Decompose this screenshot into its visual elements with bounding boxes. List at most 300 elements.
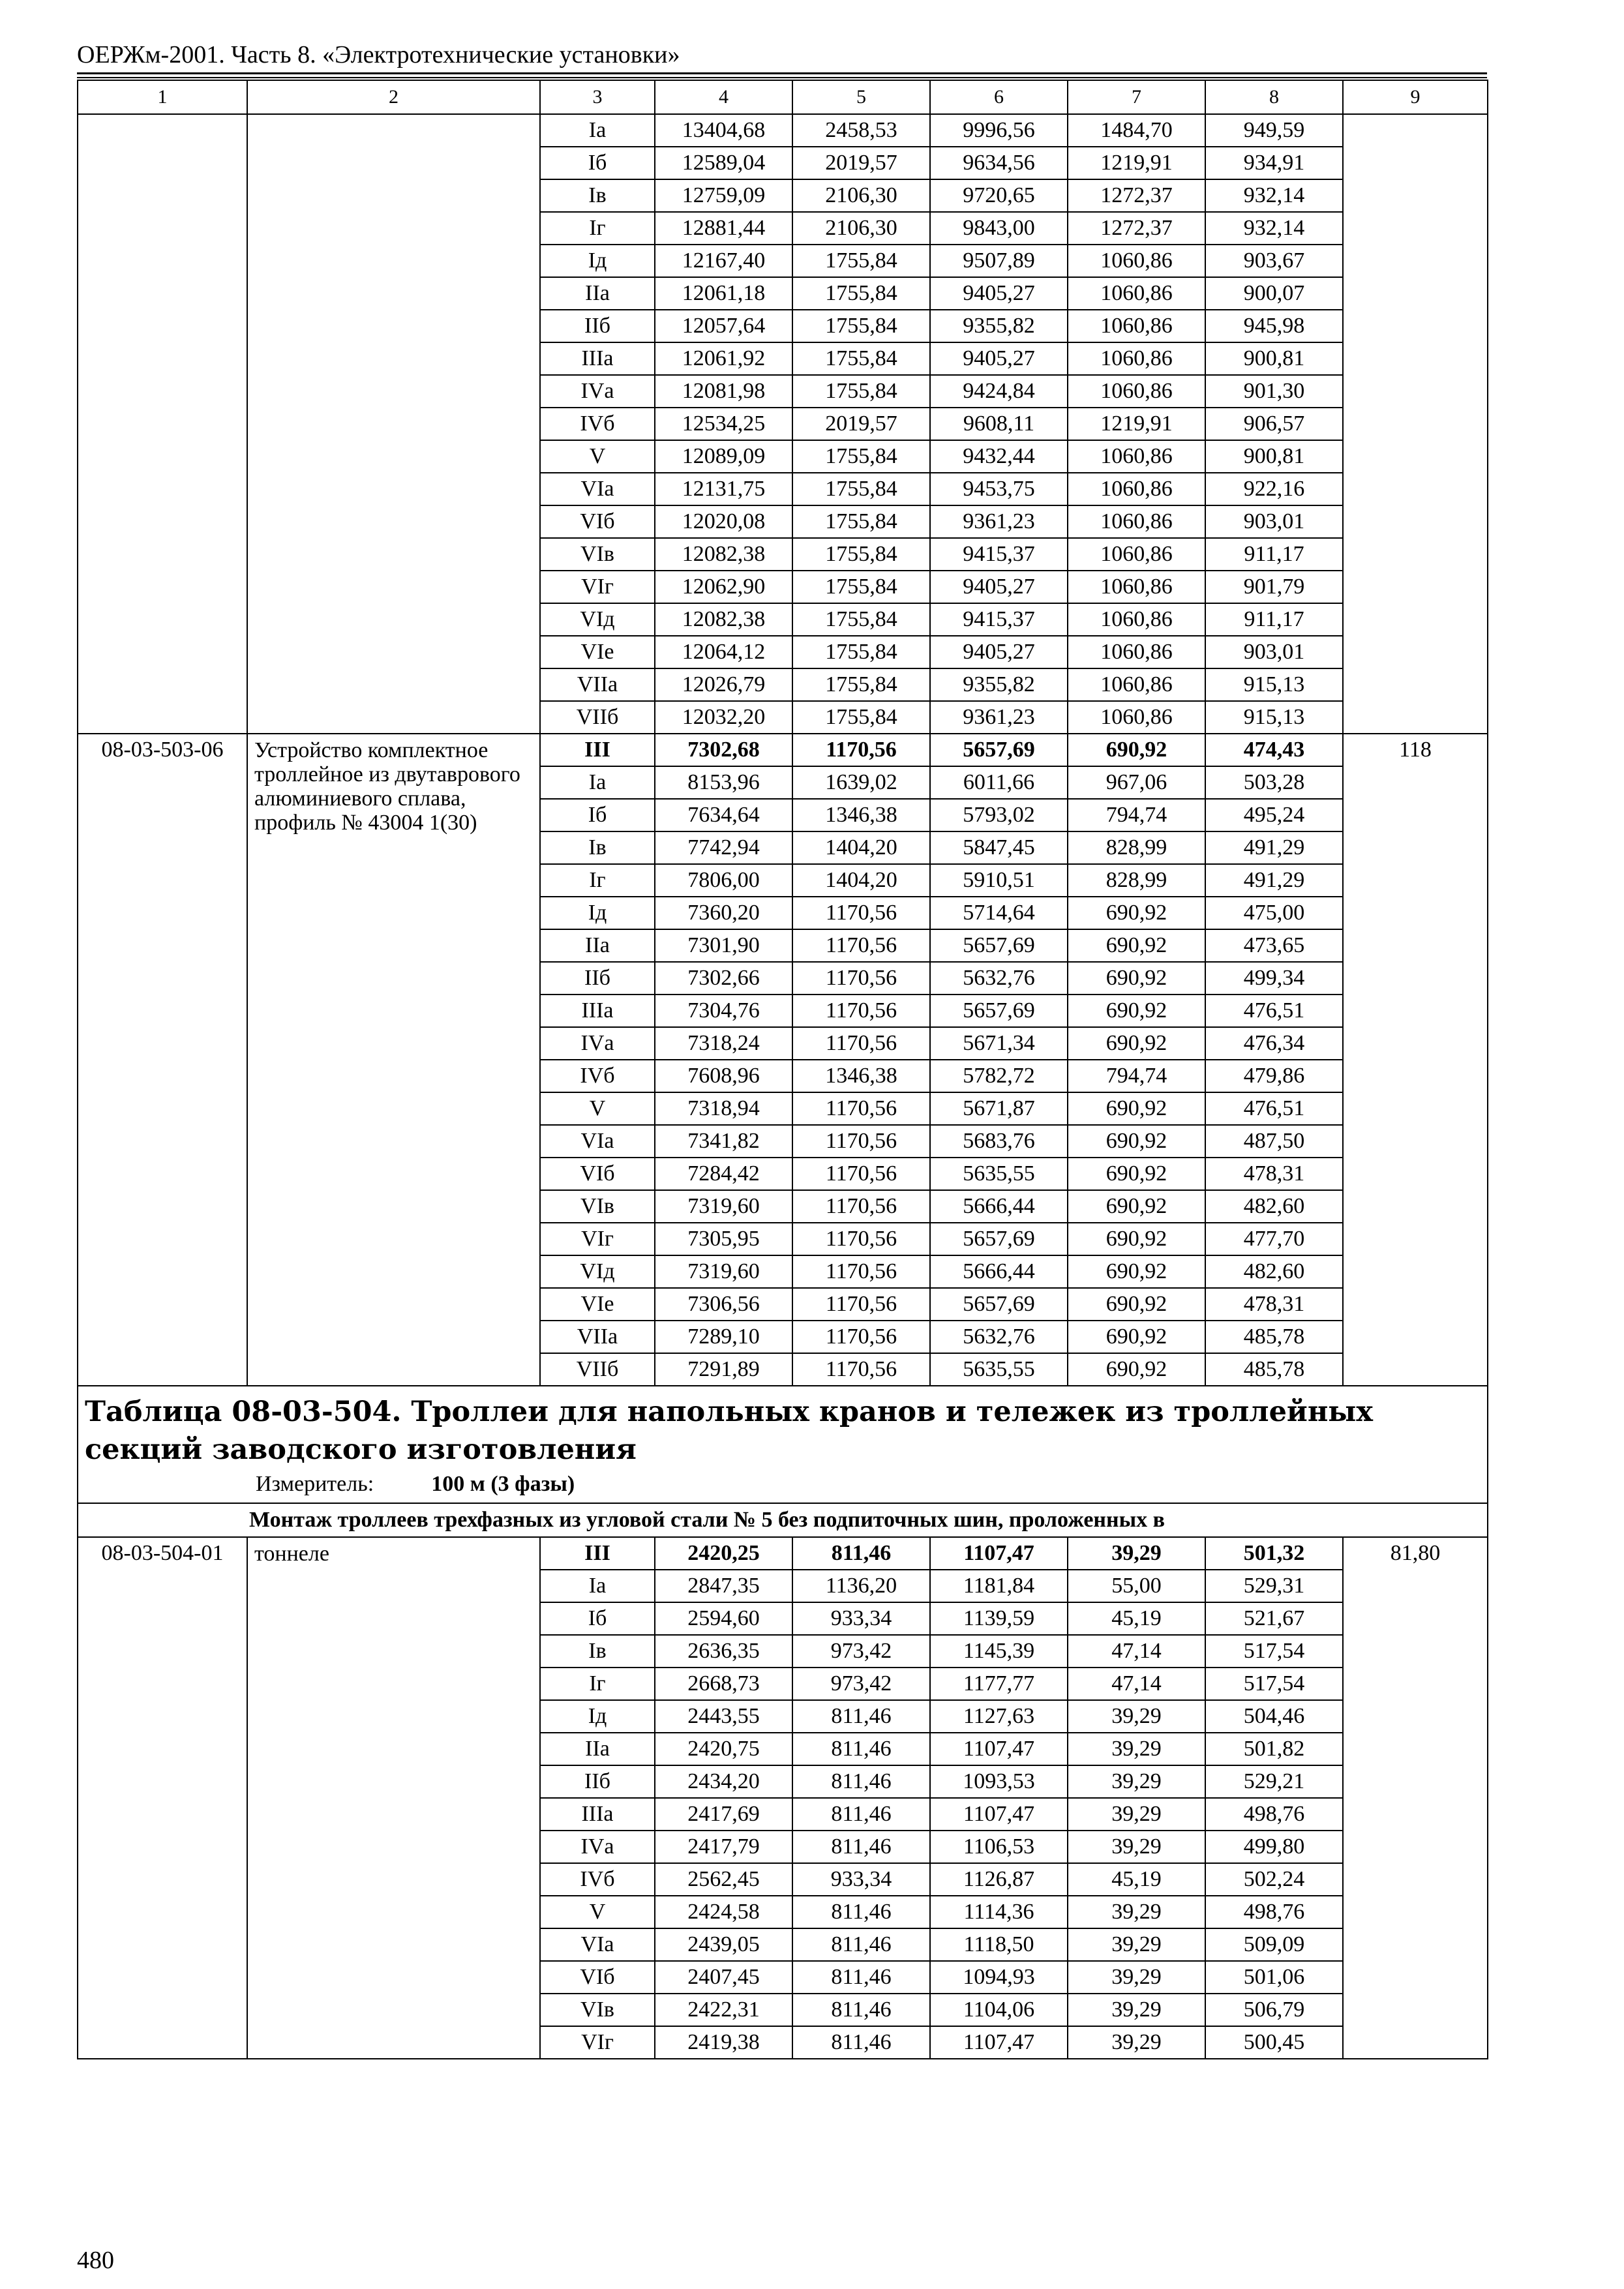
value-cell: 12082,38 — [655, 538, 792, 571]
value-cell: 12759,09 — [655, 179, 792, 212]
value-cell: 7302,66 — [655, 962, 792, 995]
value-cell: 1060,86 — [1068, 473, 1205, 505]
value-cell: 500,45 — [1205, 2026, 1343, 2059]
value-cell: 1170,56 — [792, 1158, 930, 1190]
value-cell: 7634,64 — [655, 799, 792, 831]
value-cell: 39,29 — [1068, 1928, 1205, 1961]
value-cell: 5657,69 — [930, 734, 1068, 766]
value-cell: 495,24 — [1205, 799, 1343, 831]
item-col9: 118 — [1343, 734, 1488, 1386]
value-cell: 509,09 — [1205, 1928, 1343, 1961]
column-header: 3 — [540, 80, 655, 114]
value-cell: 1106,53 — [930, 1831, 1068, 1863]
value-cell: 499,34 — [1205, 962, 1343, 995]
value-cell: 690,92 — [1068, 1223, 1205, 1255]
value-cell: 903,01 — [1205, 636, 1343, 668]
value-cell: 478,31 — [1205, 1288, 1343, 1321]
zone-cell: V — [540, 1092, 655, 1125]
value-cell: 5793,02 — [930, 799, 1068, 831]
value-cell: 811,46 — [792, 1896, 930, 1928]
value-cell: 491,29 — [1205, 831, 1343, 864]
value-cell: 903,01 — [1205, 505, 1343, 538]
value-cell: 1170,56 — [792, 734, 930, 766]
zone-cell: Iг — [540, 212, 655, 245]
measure-line — [85, 1470, 1481, 1499]
value-cell: 1060,86 — [1068, 342, 1205, 375]
zone-cell: VIIб — [540, 701, 655, 734]
value-cell: 1139,59 — [930, 1602, 1068, 1635]
value-cell: 5683,76 — [930, 1125, 1068, 1158]
value-cell: 1755,84 — [792, 440, 930, 473]
value-cell: 9405,27 — [930, 571, 1068, 603]
value-cell: 1272,37 — [1068, 212, 1205, 245]
value-cell: 1181,84 — [930, 1570, 1068, 1602]
zone-cell: IIа — [540, 1733, 655, 1765]
value-cell: 2420,75 — [655, 1733, 792, 1765]
value-cell: 7302,68 — [655, 734, 792, 766]
value-cell: 1404,20 — [792, 831, 930, 864]
zone-cell: VIе — [540, 636, 655, 668]
value-cell: 903,67 — [1205, 245, 1343, 277]
zone-cell: VIа — [540, 1125, 655, 1158]
value-cell: 9361,23 — [930, 505, 1068, 538]
value-cell: 901,30 — [1205, 375, 1343, 408]
value-cell: 967,06 — [1068, 766, 1205, 799]
value-cell: 6011,66 — [930, 766, 1068, 799]
value-cell: 9720,65 — [930, 179, 1068, 212]
zone-cell: Iв — [540, 1635, 655, 1668]
value-cell: 1060,86 — [1068, 668, 1205, 701]
zone-cell: Iа — [540, 766, 655, 799]
value-cell: 2420,25 — [655, 1537, 792, 1570]
value-cell: 906,57 — [1205, 408, 1343, 440]
value-cell: 1104,06 — [930, 1994, 1068, 2026]
value-cell: 1755,84 — [792, 538, 930, 571]
value-cell: 45,19 — [1068, 1602, 1205, 1635]
value-cell: 2422,31 — [655, 1994, 792, 2026]
zone-cell: IIIа — [540, 995, 655, 1027]
value-cell: 932,14 — [1205, 179, 1343, 212]
value-cell: 498,76 — [1205, 1798, 1343, 1831]
zone-cell: VIд — [540, 1255, 655, 1288]
value-cell: 7304,76 — [655, 995, 792, 1027]
value-cell: 2562,45 — [655, 1863, 792, 1896]
value-cell: 2636,35 — [655, 1635, 792, 1668]
value-cell: 1060,86 — [1068, 538, 1205, 571]
value-cell: 9415,37 — [930, 603, 1068, 636]
value-cell: 1755,84 — [792, 245, 930, 277]
value-cell: 934,91 — [1205, 147, 1343, 179]
zone-cell: VIг — [540, 571, 655, 603]
zone-cell: VIIб — [540, 1353, 655, 1386]
value-cell: 5910,51 — [930, 864, 1068, 897]
value-cell: 7289,10 — [655, 1321, 792, 1353]
value-cell: 690,92 — [1068, 1288, 1205, 1321]
value-cell: 1060,86 — [1068, 505, 1205, 538]
value-cell: 5657,69 — [930, 929, 1068, 962]
value-cell: 5671,34 — [930, 1027, 1068, 1060]
value-cell: 478,31 — [1205, 1158, 1343, 1190]
value-cell: 39,29 — [1068, 1896, 1205, 1928]
column-header: 9 — [1343, 80, 1488, 114]
value-cell: 12081,98 — [655, 375, 792, 408]
value-cell: 1170,56 — [792, 1255, 930, 1288]
zone-cell: IIб — [540, 310, 655, 342]
zone-cell: IIб — [540, 962, 655, 995]
value-cell: 2594,60 — [655, 1602, 792, 1635]
measure-label: Измеритель: — [256, 1472, 374, 1496]
value-cell: 911,17 — [1205, 538, 1343, 571]
zone-cell: IIа — [540, 277, 655, 310]
value-cell: 9415,37 — [930, 538, 1068, 571]
table-title-row — [78, 1386, 1488, 1503]
value-cell: 2417,69 — [655, 1798, 792, 1831]
value-cell: 501,06 — [1205, 1961, 1343, 1994]
value-cell: 811,46 — [792, 1928, 930, 1961]
value-cell: 690,92 — [1068, 995, 1205, 1027]
column-header: 4 — [655, 80, 792, 114]
value-cell: 7742,94 — [655, 831, 792, 864]
value-cell: 5657,69 — [930, 1223, 1068, 1255]
zone-cell: Iд — [540, 1700, 655, 1733]
value-cell: 498,76 — [1205, 1896, 1343, 1928]
value-cell: 12089,09 — [655, 440, 792, 473]
zone-cell: VIв — [540, 538, 655, 571]
value-cell: 1755,84 — [792, 505, 930, 538]
value-cell: 1060,86 — [1068, 277, 1205, 310]
zone-cell: IIа — [540, 929, 655, 962]
item-col9 — [1343, 114, 1488, 734]
value-cell: 5782,72 — [930, 1060, 1068, 1092]
value-cell: 7319,60 — [655, 1190, 792, 1223]
value-cell: 690,92 — [1068, 1092, 1205, 1125]
value-cell: 973,42 — [792, 1668, 930, 1700]
value-cell: 5714,64 — [930, 897, 1068, 929]
value-cell: 1107,47 — [930, 1798, 1068, 1831]
value-cell: 485,78 — [1205, 1321, 1343, 1353]
value-cell: 1219,91 — [1068, 408, 1205, 440]
zone-cell: V — [540, 1896, 655, 1928]
value-cell: 1107,47 — [930, 1733, 1068, 1765]
table-title-cell — [78, 1386, 1488, 1503]
zone-cell: Iг — [540, 1668, 655, 1700]
value-cell: 476,34 — [1205, 1027, 1343, 1060]
value-cell: 1346,38 — [792, 1060, 930, 1092]
value-cell: 7806,00 — [655, 864, 792, 897]
value-cell: 811,46 — [792, 1831, 930, 1863]
value-cell: 9608,11 — [930, 408, 1068, 440]
value-cell: 1118,50 — [930, 1928, 1068, 1961]
value-cell: 39,29 — [1068, 1733, 1205, 1765]
value-cell: 1755,84 — [792, 473, 930, 505]
value-cell: 1060,86 — [1068, 571, 1205, 603]
zone-cell: VIе — [540, 1288, 655, 1321]
value-cell: 39,29 — [1068, 2026, 1205, 2059]
value-cell: 2847,35 — [655, 1570, 792, 1602]
value-cell: 9355,82 — [930, 668, 1068, 701]
value-cell: 690,92 — [1068, 962, 1205, 995]
zone-cell: VIб — [540, 505, 655, 538]
value-cell: 1170,56 — [792, 1288, 930, 1321]
value-cell: 13404,68 — [655, 114, 792, 147]
value-cell: 915,13 — [1205, 668, 1343, 701]
value-cell: 794,74 — [1068, 799, 1205, 831]
value-cell: 9405,27 — [930, 277, 1068, 310]
item-code: 08-03-503-06 — [78, 734, 247, 1386]
value-cell: 12057,64 — [655, 310, 792, 342]
value-cell: 900,81 — [1205, 440, 1343, 473]
value-cell: 39,29 — [1068, 1798, 1205, 1831]
item-code: 08-03-504-01 — [78, 1537, 247, 2059]
value-cell: 2439,05 — [655, 1928, 792, 1961]
value-cell: 476,51 — [1205, 995, 1343, 1027]
zone-cell: IIб — [540, 1765, 655, 1798]
zone-cell: VIб — [540, 1158, 655, 1190]
zone-cell: Iд — [540, 245, 655, 277]
value-cell: 501,32 — [1205, 1537, 1343, 1570]
value-cell: 55,00 — [1068, 1570, 1205, 1602]
value-cell: 2106,30 — [792, 179, 930, 212]
value-cell: 7284,42 — [655, 1158, 792, 1190]
zone-cell: VIв — [540, 1994, 655, 2026]
value-cell: 1060,86 — [1068, 375, 1205, 408]
zone-cell: IVа — [540, 1831, 655, 1863]
value-cell: 690,92 — [1068, 734, 1205, 766]
zone-cell: IVб — [540, 408, 655, 440]
value-cell: 1060,86 — [1068, 310, 1205, 342]
value-cell: 12534,25 — [655, 408, 792, 440]
zone-cell: VIг — [540, 2026, 655, 2059]
header-rule-thin — [77, 77, 1487, 78]
zone-cell: Iв — [540, 179, 655, 212]
value-cell: 2417,79 — [655, 1831, 792, 1863]
value-cell: 7319,60 — [655, 1255, 792, 1288]
value-cell: 503,28 — [1205, 766, 1343, 799]
value-cell: 1755,84 — [792, 636, 930, 668]
value-cell: 2407,45 — [655, 1961, 792, 1994]
value-cell: 690,92 — [1068, 929, 1205, 962]
value-cell: 5657,69 — [930, 995, 1068, 1027]
value-cell: 1170,56 — [792, 1125, 930, 1158]
value-cell: 1145,39 — [930, 1635, 1068, 1668]
zone-cell: VIа — [540, 473, 655, 505]
value-cell: 1170,56 — [792, 962, 930, 995]
value-cell: 1272,37 — [1068, 179, 1205, 212]
zone-cell: VIд — [540, 603, 655, 636]
value-cell: 9996,56 — [930, 114, 1068, 147]
value-cell: 932,14 — [1205, 212, 1343, 245]
value-cell: 5635,55 — [930, 1158, 1068, 1190]
value-cell: 9634,56 — [930, 147, 1068, 179]
value-cell: 1114,36 — [930, 1896, 1068, 1928]
value-cell: 2668,73 — [655, 1668, 792, 1700]
value-cell: 1170,56 — [792, 1321, 930, 1353]
zone-cell: Iв — [540, 831, 655, 864]
value-cell: 1755,84 — [792, 701, 930, 734]
value-cell: 529,31 — [1205, 1570, 1343, 1602]
value-cell: 39,29 — [1068, 1765, 1205, 1798]
zone-cell: IVб — [540, 1060, 655, 1092]
column-header: 7 — [1068, 80, 1205, 114]
value-cell: 9453,75 — [930, 473, 1068, 505]
value-cell: 811,46 — [792, 1765, 930, 1798]
value-cell: 811,46 — [792, 1733, 930, 1765]
value-cell: 12062,90 — [655, 571, 792, 603]
value-cell: 517,54 — [1205, 1668, 1343, 1700]
value-cell: 9405,27 — [930, 636, 1068, 668]
price-table — [77, 80, 1488, 2059]
value-cell: 12881,44 — [655, 212, 792, 245]
value-cell: 473,65 — [1205, 929, 1343, 962]
value-cell: 922,16 — [1205, 473, 1343, 505]
value-cell: 499,80 — [1205, 1831, 1343, 1863]
value-cell: 7305,95 — [655, 1223, 792, 1255]
value-cell: 933,34 — [792, 1602, 930, 1635]
value-cell: 39,29 — [1068, 1700, 1205, 1733]
table-row — [78, 734, 1488, 766]
column-header: 5 — [792, 80, 930, 114]
value-cell: 2424,58 — [655, 1896, 792, 1928]
zone-cell: VIIа — [540, 1321, 655, 1353]
value-cell: 1755,84 — [792, 277, 930, 310]
value-cell: 5632,76 — [930, 1321, 1068, 1353]
item-description: тоннеле — [247, 1537, 540, 2059]
value-cell: 1755,84 — [792, 342, 930, 375]
value-cell: 476,51 — [1205, 1092, 1343, 1125]
value-cell: 12026,79 — [655, 668, 792, 701]
value-cell: 5635,55 — [930, 1353, 1068, 1386]
value-cell: 7318,24 — [655, 1027, 792, 1060]
value-cell: 9843,00 — [930, 212, 1068, 245]
value-cell: 12032,20 — [655, 701, 792, 734]
value-cell: 5657,69 — [930, 1288, 1068, 1321]
value-cell: 2434,20 — [655, 1765, 792, 1798]
item-description: Устройство комплектное троллейное из двутаврового алюминиевого сплава, профиль № 43004 1(30) — [247, 734, 540, 1386]
value-cell: 5671,87 — [930, 1092, 1068, 1125]
value-cell: 502,24 — [1205, 1863, 1343, 1896]
zone-cell: Iб — [540, 147, 655, 179]
measure-value: 100 м (3 фазы) — [431, 1472, 575, 1496]
value-cell: 973,42 — [792, 1635, 930, 1668]
value-cell: 7306,56 — [655, 1288, 792, 1321]
value-cell: 1060,86 — [1068, 636, 1205, 668]
value-cell: 1755,84 — [792, 668, 930, 701]
value-cell: 915,13 — [1205, 701, 1343, 734]
value-cell: 504,46 — [1205, 1700, 1343, 1733]
value-cell: 811,46 — [792, 1994, 930, 2026]
value-cell: 12064,12 — [655, 636, 792, 668]
zone-cell: Iг — [540, 864, 655, 897]
value-cell: 7341,82 — [655, 1125, 792, 1158]
value-cell: 811,46 — [792, 1798, 930, 1831]
value-cell: 690,92 — [1068, 1255, 1205, 1288]
zone-cell: Iб — [540, 1602, 655, 1635]
section-row — [78, 1503, 1488, 1537]
zone-cell: IVа — [540, 375, 655, 408]
value-cell: 794,74 — [1068, 1060, 1205, 1092]
column-header: 1 — [78, 80, 247, 114]
value-cell: 1127,63 — [930, 1700, 1068, 1733]
value-cell: 7360,20 — [655, 897, 792, 929]
table-title: Таблица 08-03-504. Троллеи для напольных кранов и тележек из троллейных секций заводского изготовления — [85, 1396, 1374, 1466]
zone-cell: III — [540, 1537, 655, 1570]
value-cell: 1094,93 — [930, 1961, 1068, 1994]
value-cell: 521,67 — [1205, 1602, 1343, 1635]
value-cell: 1107,47 — [930, 1537, 1068, 1570]
value-cell: 1126,87 — [930, 1863, 1068, 1896]
value-cell: 1060,86 — [1068, 440, 1205, 473]
value-cell: 690,92 — [1068, 1158, 1205, 1190]
value-cell: 487,50 — [1205, 1125, 1343, 1158]
zone-cell: III — [540, 734, 655, 766]
value-cell: 1346,38 — [792, 799, 930, 831]
value-cell: 2106,30 — [792, 212, 930, 245]
value-cell: 1755,84 — [792, 571, 930, 603]
column-header-row — [78, 80, 1488, 114]
value-cell: 690,92 — [1068, 1190, 1205, 1223]
item-col9: 81,80 — [1343, 1537, 1488, 2059]
value-cell: 491,29 — [1205, 864, 1343, 897]
value-cell: 12061,92 — [655, 342, 792, 375]
value-cell: 1170,56 — [792, 1092, 930, 1125]
value-cell: 39,29 — [1068, 1961, 1205, 1994]
value-cell: 12131,75 — [655, 473, 792, 505]
value-cell: 9361,23 — [930, 701, 1068, 734]
value-cell: 517,54 — [1205, 1635, 1343, 1668]
value-cell: 12082,38 — [655, 603, 792, 636]
value-cell: 1404,20 — [792, 864, 930, 897]
value-cell: 690,92 — [1068, 897, 1205, 929]
value-cell: 945,98 — [1205, 310, 1343, 342]
zone-cell: VIIа — [540, 668, 655, 701]
value-cell: 12061,18 — [655, 277, 792, 310]
value-cell: 1170,56 — [792, 995, 930, 1027]
section-heading: Монтаж троллеев трехфазных из угловой стали № 5 без подпиточных шин, проложенных в — [78, 1503, 1488, 1537]
value-cell: 811,46 — [792, 1537, 930, 1570]
value-cell: 690,92 — [1068, 1027, 1205, 1060]
value-cell: 39,29 — [1068, 1994, 1205, 2026]
table-row — [78, 114, 1488, 147]
value-cell: 12589,04 — [655, 147, 792, 179]
zone-cell: VIг — [540, 1223, 655, 1255]
value-cell: 474,43 — [1205, 734, 1343, 766]
value-cell: 901,79 — [1205, 571, 1343, 603]
value-cell: 1060,86 — [1068, 701, 1205, 734]
value-cell: 9355,82 — [930, 310, 1068, 342]
value-cell: 39,29 — [1068, 1831, 1205, 1863]
value-cell: 1639,02 — [792, 766, 930, 799]
value-cell: 485,78 — [1205, 1353, 1343, 1386]
value-cell: 690,92 — [1068, 1125, 1205, 1158]
value-cell: 501,82 — [1205, 1733, 1343, 1765]
value-cell: 9432,44 — [930, 440, 1068, 473]
value-cell: 5847,45 — [930, 831, 1068, 864]
value-cell: 1136,20 — [792, 1570, 930, 1602]
item-description — [247, 114, 540, 734]
value-cell: 1755,84 — [792, 603, 930, 636]
zone-cell: IIIа — [540, 342, 655, 375]
value-cell: 5632,76 — [930, 962, 1068, 995]
value-cell: 690,92 — [1068, 1353, 1205, 1386]
value-cell: 1107,47 — [930, 2026, 1068, 2059]
value-cell: 1170,56 — [792, 1190, 930, 1223]
value-cell: 9424,84 — [930, 375, 1068, 408]
value-cell: 811,46 — [792, 1700, 930, 1733]
value-cell: 1060,86 — [1068, 603, 1205, 636]
value-cell: 47,14 — [1068, 1668, 1205, 1700]
value-cell: 7301,90 — [655, 929, 792, 962]
value-cell: 529,21 — [1205, 1765, 1343, 1798]
